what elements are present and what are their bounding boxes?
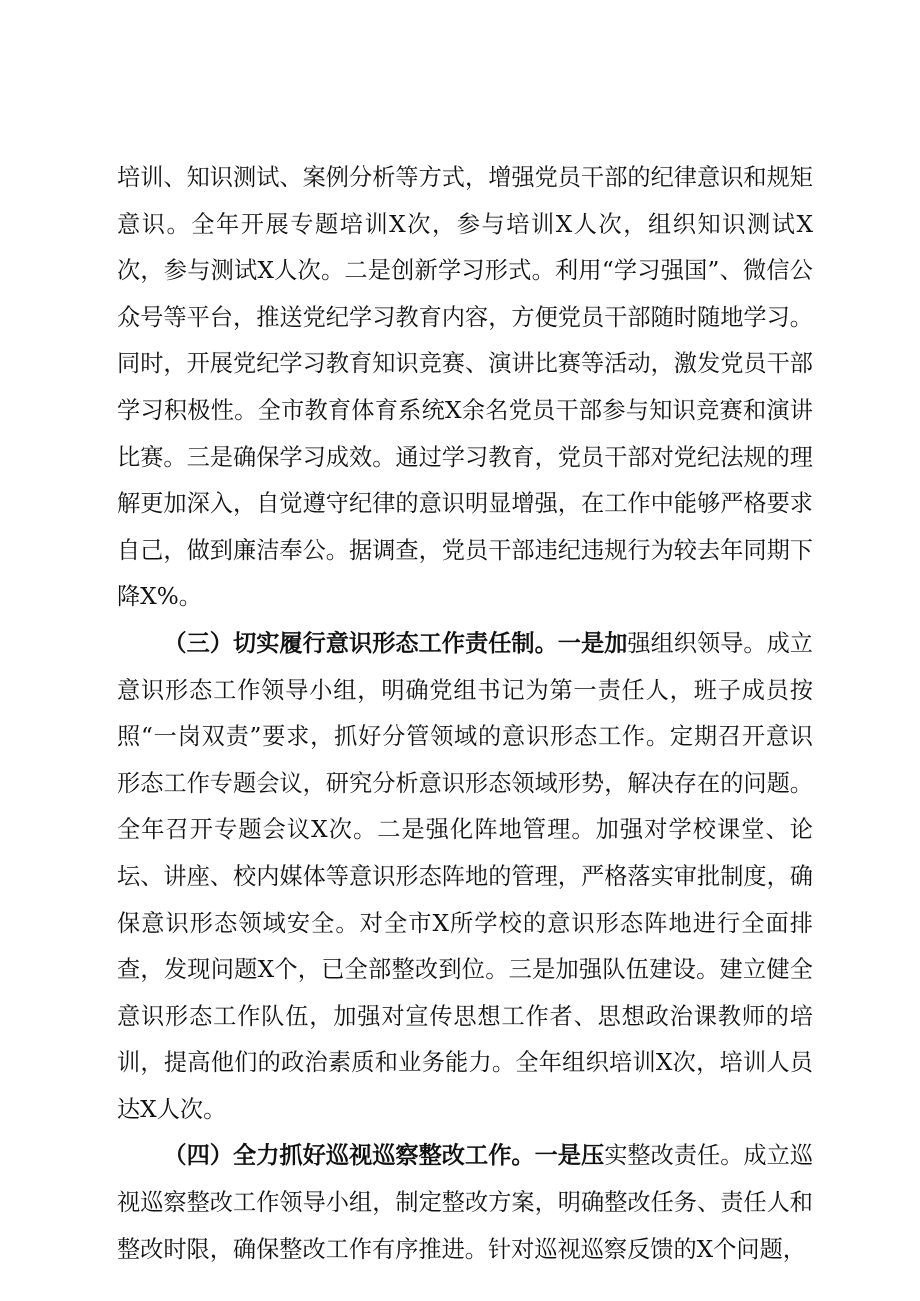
section-4-heading: （四）全力抓好巡视巡察整改工作。一是压: [163, 1142, 605, 1170]
document-body: [117, 155, 813, 1273]
paragraph-3-text: 实整改责任。成立巡视巡察整改工作领导小组，制定整改方案，明确整改任务、责任人和整改时限，确保整改工作有序推进。针对巡视巡察反馈的X个问题，: [117, 1142, 814, 1263]
paragraph-2: [117, 621, 813, 1134]
paragraph-1: [117, 155, 813, 621]
paragraph-1-text: 培训、知识测试、案例分析等方式，增强党员干部的纪律意识和规矩意识。全年开展专题培训X次，参与培训X人次，组织知识测试X次，参与测试X人次。二是创新学习形式。利用“学习强国”、微信公众号等平台，推送党纪学习教育内容，方便党员干部随时随地学习。同时，开展党纪学习教育知识竞赛、演讲比赛等活动，激发党员干部学习积极性。全市教育体育系统X余名党员干部参与知识竞赛和演讲比赛。三是确保学习成效。通过学习教育，党员干部对党纪法规的理解更加深入，自觉遵守纪律的意识明显增强，在工作中能够严格要求自己，做到廉洁奉公。据调查，党员干部违纪违规行为较去年同期下降X%。: [117, 164, 813, 611]
paragraph-3: [117, 1133, 813, 1273]
section-3-heading: （三）切实履行意识形态工作责任制。一是加: [163, 629, 628, 657]
paragraph-2-text: 强组织领导。成立意识形态工作领导小组，明确党组书记为第一责任人，班子成员按照“一岗双责”要求，抓好分管领域的意识形态工作。定期召开意识形态工作专题会议，研究分析意识形态领域形势，解决存在的问题。全年召开专题会议X次。二是强化阵地管理。加强对学校课堂、论坛、讲座、校内媒体等意识形态阵地的管理，严格落实审批制度，确保意识形态领域安全。对全市X所学校的意识形态阵地进行全面排查，发现问题X个，已全部整改到位。三是加强队伍建设。建立健全意识形态工作队伍，加强对宣传思想工作者、思想政治课教师的培训，提高他们的政治素质和业务能力。全年组织培训X次，培训人员达X人次。: [117, 629, 813, 1123]
